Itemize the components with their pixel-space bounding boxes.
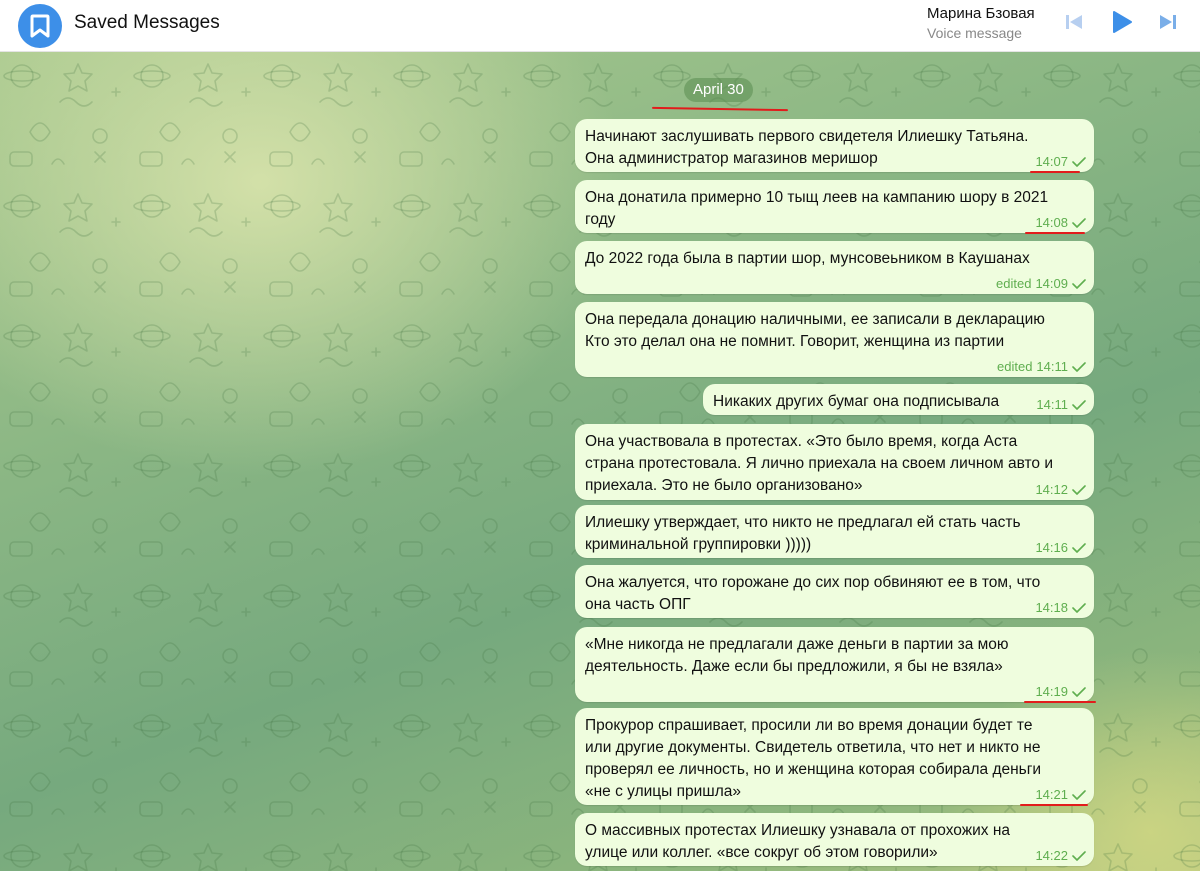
check-icon [1072, 362, 1086, 372]
edited-label: edited [996, 276, 1032, 291]
check-icon [1072, 218, 1086, 228]
message-text: Она участвовала в протестах. «Это было время, когда Аста страна протестовала. Я лично приехала на своем личном авто и приехала. Это не было организовано» [585, 433, 1053, 494]
message-time: 14:21 [1035, 787, 1068, 802]
chat-title[interactable]: Saved Messages [74, 12, 220, 33]
message-time: 14:09 [1035, 276, 1068, 291]
message-bubble[interactable] [575, 627, 1094, 702]
player-track-name[interactable]: Марина Бзовая [927, 5, 1035, 22]
edited-label: edited [997, 359, 1033, 374]
message-time: 14:16 [1035, 540, 1068, 555]
message-meta [1035, 684, 1086, 699]
message-time: 14:18 [1035, 600, 1068, 615]
message-meta [1035, 600, 1086, 615]
message-text: Начинают заслушивать первого свидетеля Илиешку Татьяна. Она администратор магазинов меришор [585, 128, 1029, 167]
next-track-button[interactable] [1156, 10, 1180, 34]
message-meta [1035, 482, 1086, 497]
message-time: 14:08 [1035, 215, 1068, 230]
message-meta [1035, 787, 1086, 802]
message-text: «Мне никогда не предлагали даже деньги в партии за мою деятельность. Даже если бы предложили, я бы не взяла» [585, 636, 1009, 675]
message-text: О массивных протестах Илиешку узнавала от прохожих на улице или коллег. «все сокруг об этом говорили» [585, 822, 1011, 861]
chat-header [0, 0, 1200, 52]
message-bubble[interactable] [575, 424, 1094, 500]
date-separator: April 30 [684, 78, 753, 102]
message-meta [997, 359, 1086, 374]
play-button[interactable] [1108, 8, 1136, 36]
skip-next-icon [1159, 14, 1177, 30]
check-icon [1072, 603, 1086, 613]
annotation-underline [1024, 701, 1096, 703]
message-time: 14:19 [1035, 684, 1068, 699]
message-bubble[interactable] [575, 565, 1094, 618]
message-meta [1035, 540, 1086, 555]
check-icon [1072, 157, 1086, 167]
check-icon [1072, 400, 1086, 410]
message-meta [1036, 397, 1086, 412]
message-time: 14:12 [1035, 482, 1068, 497]
message-text: Она передала донацию наличными, ее записали в декларацию Кто это делал она не помнит. Говорит, женщина из партии [585, 311, 1045, 350]
check-icon [1072, 543, 1086, 553]
check-icon [1072, 485, 1086, 495]
message-bubble[interactable] [703, 384, 1094, 415]
message-bubble[interactable] [575, 119, 1094, 172]
message-bubble[interactable] [575, 505, 1094, 558]
check-icon [1072, 687, 1086, 697]
player-track-subtitle: Voice message [927, 25, 1022, 41]
message-bubble[interactable] [575, 813, 1094, 866]
check-icon [1072, 790, 1086, 800]
message-text: Никаких других бумаг она подписывала [713, 393, 1000, 410]
message-bubble[interactable] [575, 302, 1094, 377]
previous-track-button[interactable] [1062, 10, 1086, 34]
annotation-underline [1020, 804, 1088, 806]
message-meta [1035, 154, 1086, 169]
message-bubble[interactable] [575, 180, 1094, 233]
message-text: До 2022 года была в партии шор, мунсовеьником в Каушанах [585, 250, 1030, 267]
message-time: 14:22 [1035, 848, 1068, 863]
message-time: 14:11 [1036, 359, 1068, 374]
message-text: Она жалуется, что горожане до сих пор обвиняют ее в том, что она часть ОПГ [585, 574, 1041, 613]
message-text: Илиешку утверждает, что никто не предлагал ей стать часть криминальной группировки ))))) [585, 514, 1021, 553]
message-time: 14:11 [1036, 397, 1068, 412]
skip-previous-icon [1065, 14, 1083, 30]
check-icon [1072, 851, 1086, 861]
message-meta [1035, 848, 1086, 863]
message-time: 14:07 [1035, 154, 1068, 169]
bookmark-icon [30, 14, 50, 38]
saved-messages-avatar[interactable] [18, 4, 62, 48]
message-text: Она донатила примерно 10 тыщ леев на кампанию шору в 2021 году [585, 189, 1049, 228]
message-meta [1035, 215, 1086, 230]
message-meta [996, 276, 1086, 291]
play-icon [1111, 10, 1133, 34]
message-bubble[interactable] [575, 708, 1094, 805]
message-bubble[interactable] [575, 241, 1094, 294]
chat-history[interactable] [0, 52, 1200, 871]
check-icon [1072, 279, 1086, 289]
message-text: Прокурор спрашивает, просили ли во время донации будет те или другие документы. Свидетель ответила, что нет и никто не проверял ее личность, но и женщина которая собирала деньги «не с улицы пришла» [585, 717, 1042, 800]
annotation-underline [1025, 232, 1085, 234]
annotation-underline [1030, 171, 1080, 173]
